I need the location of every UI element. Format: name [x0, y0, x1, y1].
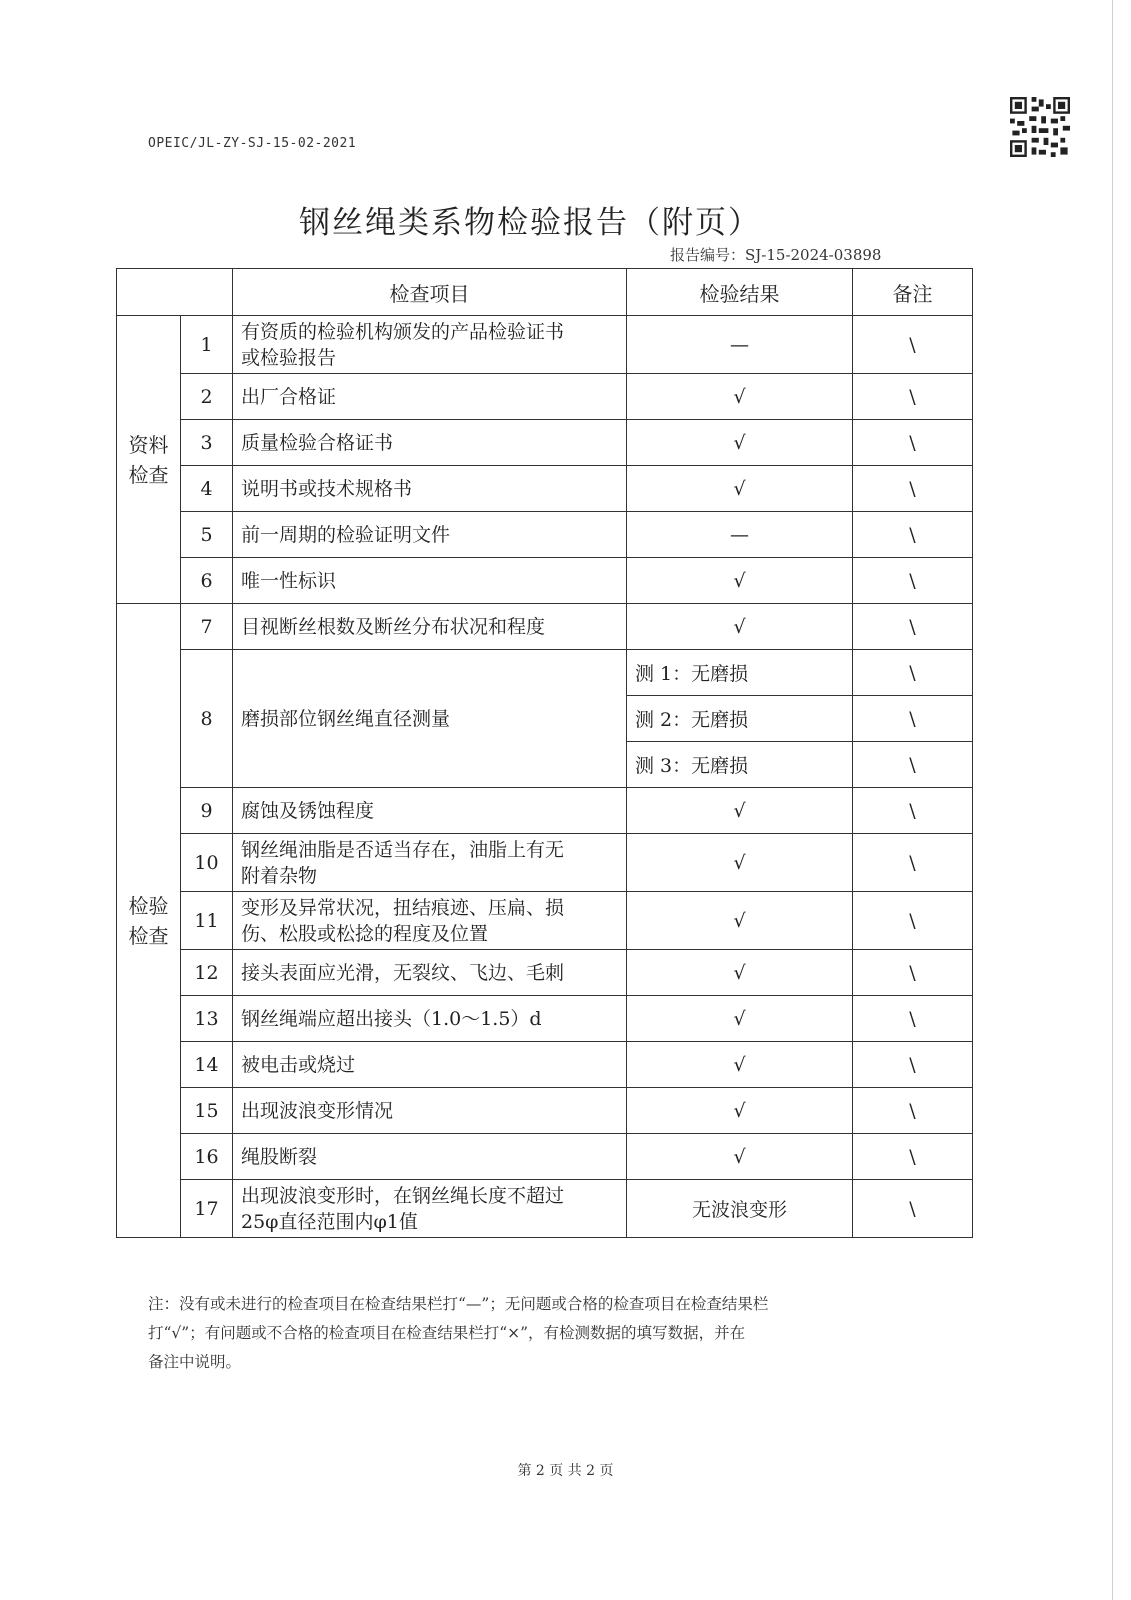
row-result: √ — [627, 950, 853, 996]
table-row — [117, 650, 973, 696]
table-row — [117, 466, 973, 512]
inspection-table — [116, 268, 973, 1238]
row-remark: \ — [853, 466, 973, 512]
row-remark: \ — [853, 420, 973, 466]
row-number: 4 — [181, 466, 233, 512]
row-item: 钢丝绳油脂是否适当存在，油脂上有无 附着杂物 — [233, 834, 627, 892]
table-row — [117, 892, 973, 950]
row-number: 8 — [181, 650, 233, 788]
row-result-sub: 测 1：无磨损 — [627, 650, 853, 696]
row-result: √ — [627, 788, 853, 834]
row-number: 13 — [181, 996, 233, 1042]
row-item: 质量检验合格证书 — [233, 420, 627, 466]
row-number: 16 — [181, 1134, 233, 1180]
row-result: √ — [627, 420, 853, 466]
qr-code-icon — [1010, 97, 1070, 157]
table-row — [117, 374, 973, 420]
row-remark: \ — [853, 696, 973, 742]
table-row — [117, 1134, 973, 1180]
row-result-sub: 测 2：无磨损 — [627, 696, 853, 742]
row-remark: \ — [853, 996, 973, 1042]
row-result: √ — [627, 1134, 853, 1180]
row-item: 出现波浪变形时，在钢丝绳长度不超过 25φ直径范围内φ1值 — [233, 1180, 627, 1238]
row-remark: \ — [853, 1088, 973, 1134]
row-remark: \ — [853, 1134, 973, 1180]
row-result: √ — [627, 892, 853, 950]
table-row — [117, 604, 973, 650]
row-number: 2 — [181, 374, 233, 420]
table-row — [117, 558, 973, 604]
row-result: √ — [627, 374, 853, 420]
row-number: 17 — [181, 1180, 233, 1238]
table-row — [117, 1042, 973, 1088]
row-item: 说明书或技术规格书 — [233, 466, 627, 512]
table-row — [117, 950, 973, 996]
group-label-document-check: 资料 检查 — [117, 316, 181, 604]
table-row — [117, 1180, 973, 1238]
row-number: 12 — [181, 950, 233, 996]
row-item: 磨损部位钢丝绳直径测量 — [233, 650, 627, 788]
row-item: 出现波浪变形情况 — [233, 1088, 627, 1134]
row-item: 出厂合格证 — [233, 374, 627, 420]
footnote — [148, 1290, 948, 1377]
row-remark: \ — [853, 742, 973, 788]
row-remark: \ — [853, 1042, 973, 1088]
footnote-line: 注：没有或未进行的检查项目在检查结果栏打“—”；无问题或合格的检查项目在检查结果栏 — [148, 1295, 769, 1313]
row-number: 3 — [181, 420, 233, 466]
document-code: OPEIC/JL-ZY-SJ-15-02-2021 — [148, 136, 357, 151]
row-number: 7 — [181, 604, 233, 650]
column-header-result: 检验结果 — [627, 269, 853, 316]
page-number: 第 2 页 共 2 页 — [517, 1463, 614, 1479]
group-label-inspection-check: 检验 检查 — [117, 604, 181, 1238]
table-row — [117, 996, 973, 1042]
row-number: 9 — [181, 788, 233, 834]
row-remark: \ — [853, 604, 973, 650]
row-item: 接头表面应光滑，无裂纹、飞边、毛刺 — [233, 950, 627, 996]
report-number: 报告编号：SJ-15-2024-03898 — [670, 246, 882, 264]
row-remark: \ — [853, 512, 973, 558]
row-result: √ — [627, 558, 853, 604]
row-number: 5 — [181, 512, 233, 558]
row-number: 15 — [181, 1088, 233, 1134]
row-remark: \ — [853, 788, 973, 834]
row-remark: \ — [853, 1180, 973, 1238]
row-number: 1 — [181, 316, 233, 374]
table-row — [117, 420, 973, 466]
row-remark: \ — [853, 834, 973, 892]
row-item: 有资质的检验机构颁发的产品检验证书 或检验报告 — [233, 316, 627, 374]
row-number: 10 — [181, 834, 233, 892]
row-result: √ — [627, 1088, 853, 1134]
row-item: 钢丝绳端应超出接头（1.0～1.5）d — [233, 996, 627, 1042]
footnote-line: 备注中说明。 — [148, 1353, 242, 1371]
row-result: 无波浪变形 — [627, 1180, 853, 1238]
row-item: 绳股断裂 — [233, 1134, 627, 1180]
row-result: — — [627, 512, 853, 558]
table-row — [117, 316, 973, 374]
footnote-line: 打“√”；有问题或不合格的检查项目在检查结果栏打“×”，有检测数据的填写数据，并在 — [148, 1324, 746, 1342]
row-remark: \ — [853, 892, 973, 950]
row-remark: \ — [853, 950, 973, 996]
row-result: √ — [627, 604, 853, 650]
row-remark: \ — [853, 558, 973, 604]
row-result: √ — [627, 996, 853, 1042]
row-number: 6 — [181, 558, 233, 604]
report-title: 钢丝绳类系物检验报告（附页） — [299, 205, 761, 241]
row-item: 唯一性标识 — [233, 558, 627, 604]
row-remark: \ — [853, 316, 973, 374]
header-blank-cell — [117, 269, 233, 316]
row-result-sub: 测 3：无磨损 — [627, 742, 853, 788]
row-number: 11 — [181, 892, 233, 950]
table-row — [117, 512, 973, 558]
row-remark: \ — [853, 650, 973, 696]
row-number: 14 — [181, 1042, 233, 1088]
page-edge-line — [1112, 0, 1113, 1600]
row-item: 被电击或烧过 — [233, 1042, 627, 1088]
row-result: √ — [627, 466, 853, 512]
row-result: √ — [627, 834, 853, 892]
table-row — [117, 834, 973, 892]
column-header-item: 检查项目 — [233, 269, 627, 316]
row-remark: \ — [853, 374, 973, 420]
row-item: 前一周期的检验证明文件 — [233, 512, 627, 558]
row-item: 目视断丝根数及断丝分布状况和程度 — [233, 604, 627, 650]
row-item: 变形及异常状况，扭结痕迹、压扁、损 伤、松股或松捻的程度及位置 — [233, 892, 627, 950]
row-item: 腐蚀及锈蚀程度 — [233, 788, 627, 834]
column-header-remark: 备注 — [853, 269, 973, 316]
table-row — [117, 1088, 973, 1134]
table-header-row — [117, 269, 973, 316]
table-row — [117, 788, 973, 834]
row-result: — — [627, 316, 853, 374]
row-result: √ — [627, 1042, 853, 1088]
